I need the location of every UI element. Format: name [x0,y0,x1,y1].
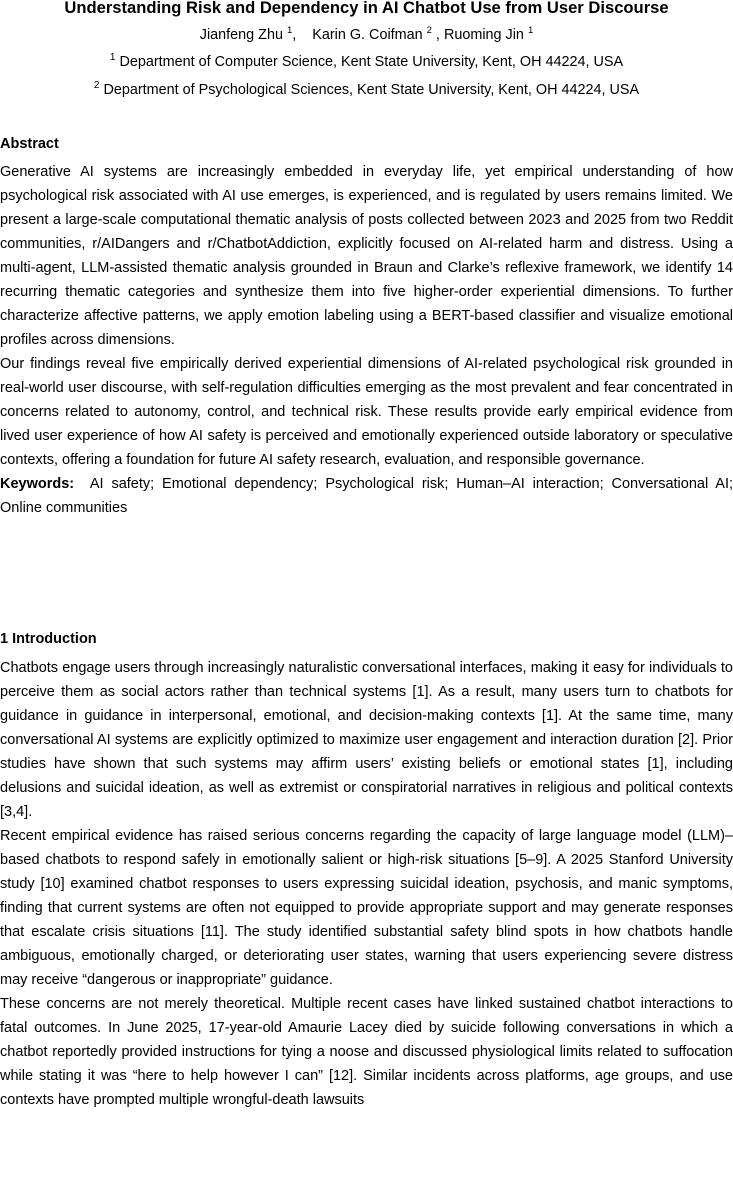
abstract-heading: Abstract [0,136,59,152]
affiliation [0,52,733,72]
keywords-text: AI safety; Emotional dependency; Psychological risk; Human–AI interaction; Conversational AI; Online communities [0,476,733,516]
affiliation-text: Department of Computer Science, Kent State University, Kent, OH 44224, USA [119,54,624,70]
introduction-section [0,627,733,1112]
author-name: Karin G. Coifman [312,27,423,43]
introduction-paragraph: Chatbots engage users through increasingly naturalistic conversational interfaces, making it easy for individuals to perceive them as social actors rather than technical systems [1]. As a result, many users turn to chatbots for guidance in guidance in interpersonal, emotional, and decision-making contexts [1]. At the same time, many conversational AI systems are explicitly optimized to maximize user engagement and interaction duration [2]. Prior studies have shown that such systems may affirm users’ existing beliefs or emotional states [1], including delusions and suicidal ideation, as well as extremist or conspiratorial narratives in religious and political contexts [3,4]. [0,660,733,820]
introduction-paragraph: These concerns are not merely theoretical. Multiple recent cases have linked sustained chatbot interactions to fatal outcomes. In June 2025, 17-year-old Amaurie Lacey died by suicide following conversations in which a chatbot reportedly provided instructions for tying a noose and discussed physiological limits related to suffocation while stating it was “here to help however I can” [12]. Similar incidents across platforms, age groups, and use contexts have prompted multiple wrongful-death lawsuits [0,996,733,1108]
author-list: Jianfeng Zhu $^1$, Karin G. Coifman $^2$ , Ruoming Jin $^1$ [199,25,534,43]
affiliation-text: Department of Psychological Sciences, Kent State University, Kent, OH 44224, USA [103,82,640,98]
affiliation-mark: 1 [109,52,116,63]
author-affiliation-mark: 1 [527,25,534,36]
author-affiliation-mark: 1 [286,25,293,36]
author-affiliation-mark: 2 [426,25,432,36]
author-name: Ruoming Jin [443,27,524,43]
keywords [0,472,733,520]
introduction-paragraph: Recent empirical evidence has raised serious concerns regarding the capacity of large language model (LLM)–based chatbots to respond safely in emotionally salient or high-risk situations [5–9]. A 2025 Stanford University study [10] examined chatbot responses to users expressing suicidal ideation, psychosis, and manic symptoms, finding that current systems are often not equipped to provide appropriate support and may generate responses that escalate crisis situations [11]. The study identified substantial safety blind spots in how chatbots handle ambiguous, emotionally charged, or deteriorating user states, warning that users experiencing severe distress may receive “dangerous or inappropriate” guidance. [0,828,733,988]
abstract-paragraph: Our findings reveal five empirically derived experiential dimensions of AI-related psychological risk grounded in real-world user discourse, with self-regulation difficulties emerging as the most prevalent and fear concentrated in concerns related to autonomy, control, and technical risk. These results provide early empirical evidence from lived user experience of how AI safety is perceived and emotionally experienced outside laboratory or speculative contexts, offering a foundation for future AI safety research, evaluation, and responsible governance. [0,356,733,468]
keywords-label: Keywords: [0,476,75,492]
introduction-heading: 1 Introduction [0,631,97,647]
author-name: Jianfeng Zhu [199,27,283,43]
paper-title: Understanding Risk and Dependency in AI Chatbot Use from User Discourse [64,0,669,17]
affiliation-mark: 2 [93,80,100,91]
affiliation [0,80,733,100]
abstract-paragraph: Generative AI systems are increasingly embedded in everyday life, yet empirical understanding of how psychological risk associated with AI use emerges, is experienced, and is regulated by users remains limited. We present a large-scale computational thematic analysis of posts collected between 2023 and 2025 from two Reddit communities, r/AIDangers and r/ChatbotAddiction, explicitly focused on AI-related harm and distress. Using a multi-agent, LLM-assisted thematic analysis grounded in Braun and Clarke’s reflexive framework, we identify 14 recurring thematic categories and synthesize them into five higher-order experiential dimensions. To further characterize affective patterns, we apply emotion labeling using a BERT-based classifier and visualize emotional profiles across dimensions. [0,164,733,348]
abstract-section [0,132,733,520]
